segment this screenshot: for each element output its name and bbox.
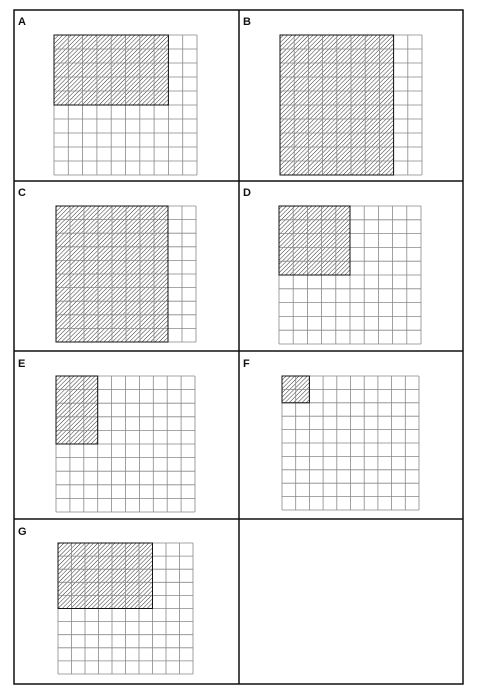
panel-f xyxy=(243,358,419,510)
panel-label: D xyxy=(243,187,251,199)
panel-label: A xyxy=(18,16,26,28)
panel-b xyxy=(243,16,422,175)
shaded-region xyxy=(58,543,153,609)
panels-group xyxy=(18,16,422,674)
shaded-region xyxy=(56,376,98,444)
panel-c xyxy=(18,187,196,342)
panel-label: E xyxy=(18,358,26,370)
panel-g xyxy=(18,526,193,674)
panel-label: F xyxy=(243,358,250,370)
panel-label: C xyxy=(18,187,26,199)
panel-a xyxy=(18,16,197,175)
panel-label: B xyxy=(243,16,251,28)
panel-e xyxy=(18,358,195,512)
panel-label: G xyxy=(18,526,27,538)
shaded-region xyxy=(279,206,350,275)
panel-d xyxy=(243,187,421,344)
